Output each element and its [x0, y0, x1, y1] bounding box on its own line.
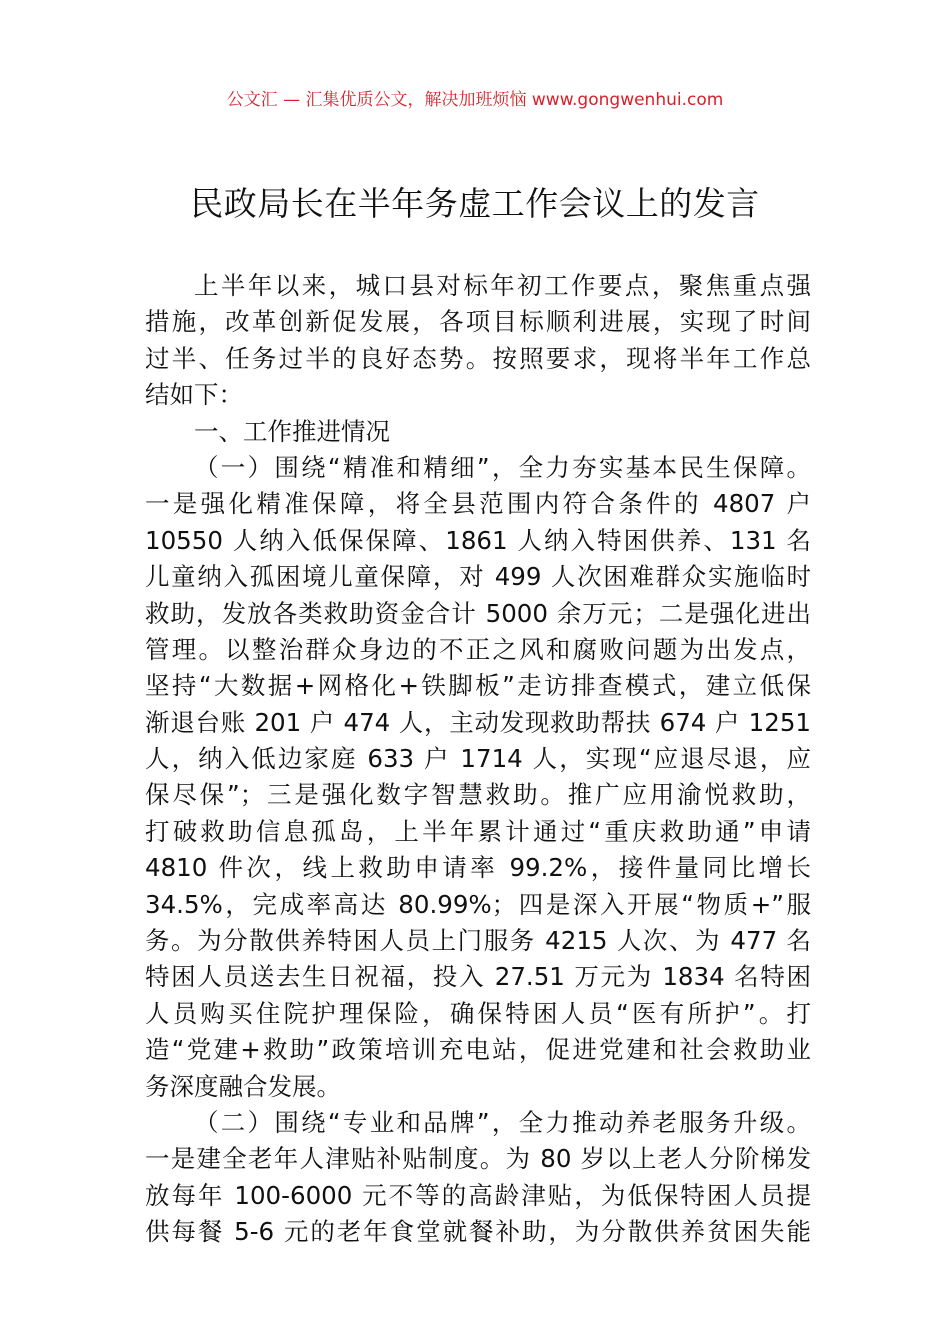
- paragraph-line: 人，纳入低边家庭 633 户 1714 人，实现“应退尽退，应: [145, 744, 811, 774]
- paragraph-line: 保尽保”；三是强化数字智慧救助。推广应用渝悦救助，: [145, 780, 811, 810]
- paragraph-line: 人员购买住院护理保险，确保特困人员“医有所护”。打: [145, 998, 811, 1028]
- paragraph-line: 供每餐 5-6 元的老年食堂就餐补助，为分散供养贫困失能: [145, 1217, 811, 1247]
- paragraph-line: 过半、任务过半的良好态势。按照要求，现将半年工作总: [145, 343, 811, 373]
- document-body: [145, 268, 811, 1251]
- paragraph-line: 渐退台账 201 户 474 人，主动发现救助帮扶 674 户 1251: [145, 707, 811, 737]
- paragraph-line: 打破救助信息孤岛，上半年累计通过“重庆救助通”申请: [145, 816, 811, 846]
- paragraph-line: 放每年 100-6000 元不等的高龄津贴，为低保特困人员提: [145, 1180, 811, 1210]
- paragraph-line: （一）围绕“精准和精细”，全力夯实基本民生保障。: [194, 452, 811, 482]
- paragraph-line: 务深度融合发展。: [145, 1071, 341, 1101]
- paragraph-line: 坚持“大数据+网格化+铁脚板”走访排查模式，建立低保: [145, 671, 811, 701]
- paragraph-line: （二）围绕“专业和品牌”，全力推动养老服务升级。: [194, 1107, 811, 1137]
- paragraph-line: 上半年以来，城口县对标年初工作要点，聚焦重点强: [194, 271, 811, 300]
- paragraph-line: 特困人员送去生日祝福，投入 27.51 万元为 1834 名特困: [145, 962, 811, 992]
- header-banner: 公文汇 — 汇集优质公文，解决加班烦恼 www.gongwenhui.com: [226, 90, 724, 110]
- document-title: 民政局长在半年务虚工作会议上的发言: [190, 184, 760, 223]
- paragraph-line: 救助，发放各类救助资金合计 5000 余万元；二是强化进出: [145, 598, 811, 628]
- paragraph-line: 管理。以整治群众身边的不正之风和腐败问题为出发点，: [145, 634, 811, 664]
- paragraph-line: 一、工作推进情况: [194, 416, 390, 446]
- paragraph-line: 34.5%，完成率高达 80.99%；四是深入开展“物质+”服: [145, 889, 811, 919]
- paragraph-line: 务。为分散供养特困人员上门服务 4215 人次、为 477 名: [145, 926, 811, 956]
- paragraph-line: 措施，改革创新促发展，各项目标顺利进展，实现了时间: [145, 307, 811, 337]
- paragraph-line: 造“党建+救助”政策培训充电站，促进党建和社会救助业: [145, 1035, 811, 1065]
- paragraph-line: 结如下：: [145, 380, 243, 410]
- paragraph-line: 儿童纳入孤困境儿童保障，对 499 人次困难群众实施临时: [145, 562, 811, 592]
- paragraph-line: 一是强化精准保障，将全县范围内符合条件的 4807 户: [145, 489, 811, 519]
- paragraph-line: 10550 人纳入低保保障、1861 人纳入特困供养、131 名: [145, 525, 811, 555]
- paragraph-line: 一是建全老年人津贴补贴制度。为 80 岁以上老人分阶梯发: [145, 1144, 811, 1174]
- paragraph-line: 4810 件次，线上救助申请率 99.2%，接件量同比增长: [145, 853, 811, 883]
